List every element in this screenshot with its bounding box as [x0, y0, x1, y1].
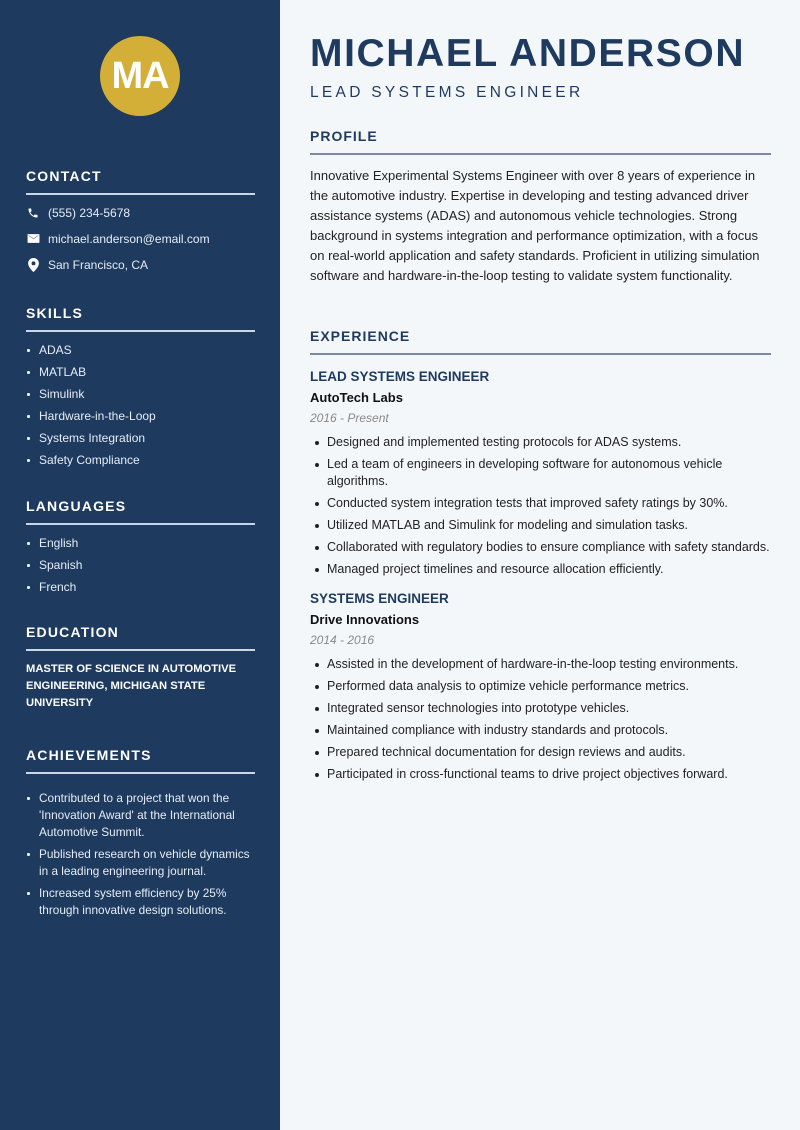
job-bullet: Conducted system integration tests that improved safety ratings by 30%.	[310, 495, 771, 513]
experience-heading: EXPERIENCE	[310, 328, 411, 344]
job-bullet: Assisted in the development of hardware-in-the-loop testing environments.	[310, 656, 771, 674]
job-title: SYSTEMS ENGINEER	[310, 590, 449, 606]
skill-item: MATLAB	[26, 364, 255, 381]
achievement-item: Contributed to a project that won the 'Innovation Award' at the International Automotive Summit.	[26, 790, 255, 841]
job-bullet: Participated in cross-functional teams to drive project objectives forward.	[310, 766, 771, 784]
contact-section	[26, 168, 255, 278]
job-bullet: Utilized MATLAB and Simulink for modeling and simulation tasks.	[310, 517, 771, 535]
job-bullet: Led a team of engineers in developing software for autonomous vehicle algorithms.	[310, 456, 771, 491]
job-dates: 2014 - 2016	[310, 632, 375, 647]
job-bullet: Managed project timelines and resource allocation efficiently.	[310, 561, 771, 579]
profile-text: Innovative Experimental Systems Engineer with over 8 years of experience in the automotive industry. Expertise in developing and testing advanced driver assistance systems (ADAS) and autonomous vehicle technologies. Strong background in systems integration and performance optimization, with a focus on real-world application and safety standards. Proficient in utilizing simulation software and hardware-in-the-loop testing to validate system functionality.	[310, 167, 760, 283]
job-bullets	[310, 434, 771, 579]
language-item: Spanish	[26, 557, 255, 574]
divider	[26, 649, 255, 651]
profile-section	[310, 128, 771, 286]
divider	[310, 353, 771, 355]
skills-heading: SKILLS	[26, 305, 83, 321]
achievement-item: Increased system efficiency by 25% through innovative design solutions.	[26, 885, 255, 919]
phone-text[interactable]: (555) 234-5678	[48, 205, 131, 220]
avatar: MA	[100, 36, 180, 116]
skill-item: Simulink	[26, 386, 255, 403]
experience-section	[310, 328, 771, 788]
divider	[26, 330, 255, 332]
education-heading: EDUCATION	[26, 624, 119, 640]
contact-heading: CONTACT	[26, 168, 102, 184]
candidate-name: MICHAEL ANDERSON	[310, 32, 746, 75]
languages-list	[26, 535, 255, 596]
job-title: LEAD SYSTEMS ENGINEER	[310, 368, 490, 384]
location-pin-icon	[26, 258, 40, 272]
divider	[310, 153, 771, 155]
location-text: San Francisco, CA	[48, 257, 149, 272]
job-bullet: Collaborated with regulatory bodies to ensure compliance with safety standards.	[310, 539, 771, 557]
achievements-list	[26, 790, 255, 919]
job-bullet: Prepared technical documentation for design reviews and audits.	[310, 744, 771, 762]
skills-section	[26, 305, 255, 474]
contact-location	[26, 252, 255, 278]
education-degree: MASTER OF SCIENCE IN AUTOMOTIVE ENGINEERING, MICHIGAN STATE UNIVERSITY	[26, 662, 237, 709]
contact-phone	[26, 200, 255, 226]
job-bullet: Maintained compliance with industry standards and protocols.	[310, 722, 771, 740]
skill-item: ADAS	[26, 342, 255, 359]
job-bullet: Designed and implemented testing protocols for ADAS systems.	[310, 434, 771, 452]
job-entry	[310, 591, 771, 784]
company-name: Drive Innovations	[310, 611, 420, 627]
achievements-section	[26, 747, 255, 924]
phone-icon	[26, 206, 40, 220]
candidate-title: LEAD SYSTEMS ENGINEER	[310, 84, 584, 101]
email-text[interactable]: michael.anderson@email.com	[48, 231, 210, 246]
divider	[26, 523, 255, 525]
contact-email	[26, 226, 255, 252]
mail-icon	[26, 232, 40, 246]
job-dates: 2016 - Present	[310, 410, 389, 425]
job-bullet: Integrated sensor technologies into prototype vehicles.	[310, 700, 771, 718]
sidebar	[0, 0, 280, 1130]
achievements-heading: ACHIEVEMENTS	[26, 747, 152, 763]
divider	[26, 772, 255, 774]
company-name: AutoTech Labs	[310, 389, 403, 405]
skill-item: Safety Compliance	[26, 452, 255, 469]
achievement-item: Published research on vehicle dynamics in a leading engineering journal.	[26, 846, 255, 880]
education-section	[26, 624, 255, 712]
language-item: English	[26, 535, 255, 552]
divider	[26, 193, 255, 195]
job-entry	[310, 369, 771, 579]
languages-section	[26, 498, 255, 601]
profile-heading: PROFILE	[310, 128, 378, 144]
skill-item: Hardware-in-the-Loop	[26, 408, 255, 425]
skill-item: Systems Integration	[26, 430, 255, 447]
languages-heading: LANGUAGES	[26, 498, 127, 514]
job-bullet: Performed data analysis to optimize vehicle performance metrics.	[310, 678, 771, 696]
job-bullets	[310, 656, 771, 784]
skills-list	[26, 342, 255, 469]
language-item: French	[26, 579, 255, 596]
